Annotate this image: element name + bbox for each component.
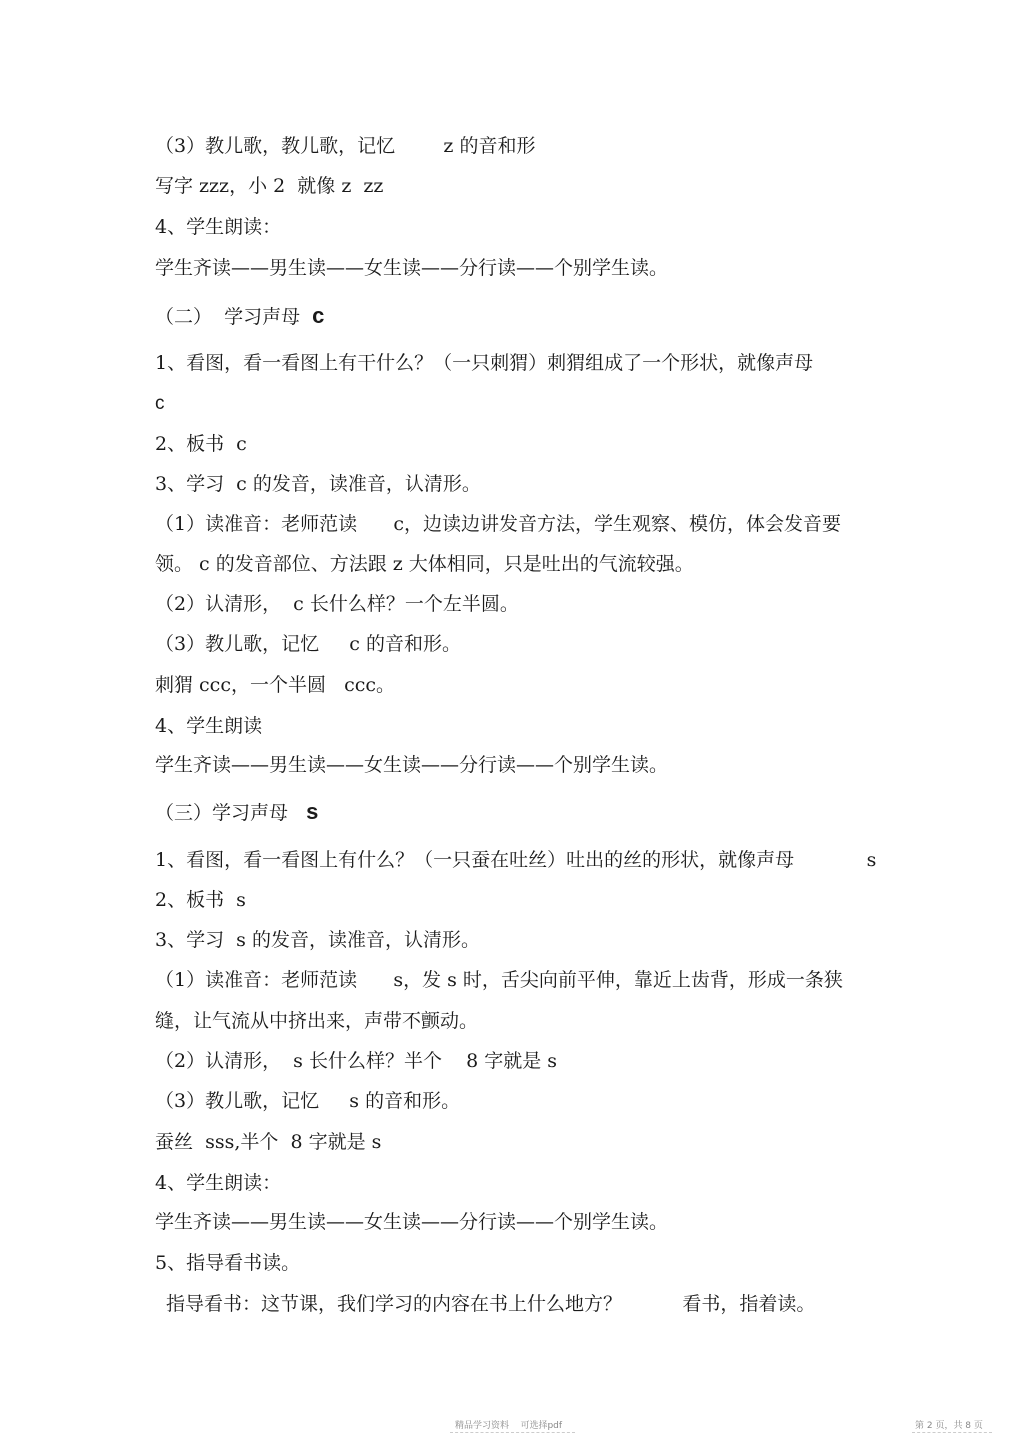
text-line: 刺猬 ccc，一个半圆 ccc。 bbox=[155, 674, 396, 696]
text-line: （1）读准音：老师范读 c，边读边讲发音方法，学生观察、模仿，体会发音要 bbox=[155, 513, 841, 535]
text-line: （3）教儿歌，教儿歌，记忆 z 的音和形 bbox=[155, 135, 536, 157]
text-line: 1、看图，看一看图上有什么？（一只蚕在吐丝）吐出的丝的形状，就像声母 s bbox=[155, 849, 877, 871]
section-heading-text: （三）学习声母 bbox=[155, 802, 307, 824]
text-line: 学生齐读——男生读——女生读——分行读——个别学生读。 bbox=[155, 1211, 669, 1233]
footer-divider bbox=[450, 1432, 575, 1433]
text-line: 缝，让气流从中挤出来，声带不颤动。 bbox=[155, 1010, 479, 1032]
text-line: 学生齐读——男生读——女生读——分行读——个别学生读。 bbox=[155, 754, 669, 776]
section-heading-2 bbox=[155, 304, 324, 329]
text-line: 4、学生朗读： bbox=[155, 216, 282, 238]
text-line: 指导看书：这节课，我们学习的内容在书上什么地方？ 看书，指着读。 bbox=[166, 1293, 816, 1315]
text-line: （3）教儿歌，记忆 c 的音和形。 bbox=[155, 633, 461, 655]
footer-divider bbox=[912, 1432, 992, 1433]
text-line: 写字 zzz，小 2 就像 z zz bbox=[155, 175, 384, 197]
text-line: 2、板书 s bbox=[155, 889, 246, 911]
text-line: （2）认清形， s 长什么样？半个 8 字就是 s bbox=[155, 1050, 558, 1072]
section-heading-letter: s bbox=[306, 799, 319, 824]
text-line: 3、学习 c 的发音，读准音，认清形。 bbox=[155, 473, 481, 495]
text-line: 2、板书 c bbox=[155, 433, 247, 455]
section-heading-3 bbox=[155, 800, 318, 825]
text-line: 1、看图，看一看图上有干什么？（一只刺猬）刺猬组成了一个形状，就像声母 bbox=[155, 352, 814, 374]
text-line: （2）认清形， c 长什么样？一个左半圆。 bbox=[155, 593, 519, 615]
text-line: 4、学生朗读： bbox=[155, 1172, 282, 1194]
text-line: 4、学生朗读 bbox=[155, 715, 263, 737]
section-heading-text: （二） 学习声母 bbox=[155, 306, 313, 328]
section-heading-letter: c bbox=[312, 303, 325, 328]
text-line: 领。 c 的发音部位、方法跟 z 大体相同，只是吐出的气流较强。 bbox=[155, 553, 694, 575]
footer-page-number: 第 2 页，共 8 页 bbox=[915, 1421, 983, 1431]
footer-watermark: 精品学习资料 可选择pdf bbox=[455, 1421, 563, 1431]
text-line: 蚕丝 sss,半个 8 字就是 s bbox=[155, 1131, 382, 1153]
text-line: 学生齐读——男生读——女生读——分行读——个别学生读。 bbox=[155, 257, 669, 279]
text-line: c bbox=[155, 393, 165, 414]
text-line: （1）读准音：老师范读 s，发 s 时，舌尖向前平伸，靠近上齿背，形成一条狭 bbox=[155, 969, 843, 991]
text-line: 5、指导看书读。 bbox=[155, 1252, 301, 1274]
text-line: （3）教儿歌，记忆 s 的音和形。 bbox=[155, 1090, 461, 1112]
text-line: 3、学习 s 的发音，读准音，认清形。 bbox=[155, 929, 480, 951]
